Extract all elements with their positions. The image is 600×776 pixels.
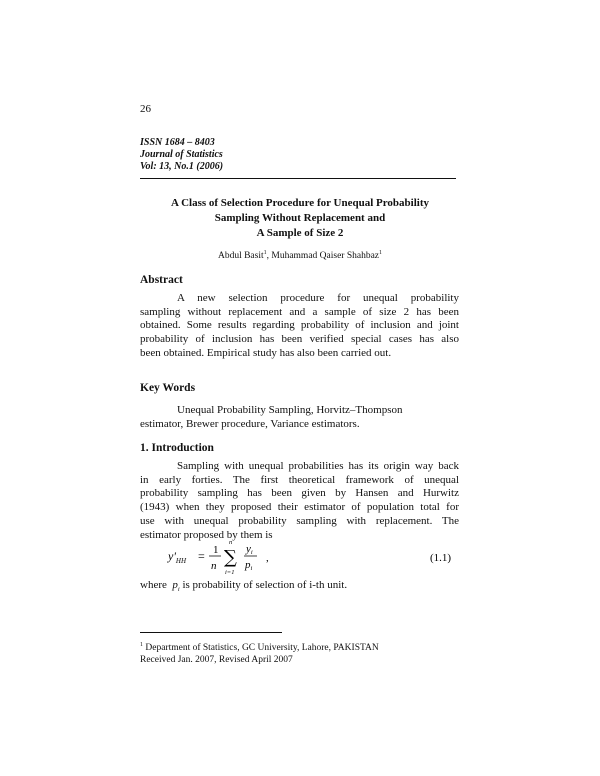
keywords-body <box>140 403 460 431</box>
footnote-rule <box>140 632 282 633</box>
author-separator: , <box>266 251 272 262</box>
eq-frac-den: n <box>211 560 217 572</box>
eq-sum-lower: i=1 <box>225 569 235 576</box>
introduction-body <box>140 460 459 542</box>
text-line: Unequal Probability Sampling, Horvitz–Thompson <box>177 404 403 416</box>
text-line: estimator proposed by them is <box>140 528 273 541</box>
where-suffix: is probability of selection of i-th unit. <box>182 579 348 591</box>
eq-lhs: $y'_{HH}$ <box>168 549 187 565</box>
paper-title <box>140 196 460 241</box>
author-name: Abdul Basit <box>217 251 264 262</box>
affiliation-mark: 1 <box>263 250 267 256</box>
text-line: in early forties. The first theoretical framework of unequal <box>140 473 459 486</box>
footnote-mark: 1 <box>140 642 143 648</box>
footnote <box>140 639 379 666</box>
text-line: Sampling with unequal probabilities has its origin way back <box>177 460 459 472</box>
footnote-received: Received Jan. 2007, Revised April 2007 <box>140 655 293 666</box>
text-line: been obtained. Empirical study has also been carried out. <box>140 346 392 359</box>
title-line: A Class of Selection Procedure for Unequal Probability <box>171 197 429 209</box>
text-line: A new selection procedure for unequal probability <box>177 292 459 304</box>
text-line: probability of inclusion has been verified special cases has also <box>140 333 459 346</box>
introduction-heading: 1. Introduction <box>140 442 214 454</box>
abstract-heading: Abstract <box>140 274 183 286</box>
text-line: use with unequal probability sampling with replacement. The <box>140 514 459 527</box>
where-variable: p <box>172 579 178 591</box>
where-prefix: where <box>140 579 167 591</box>
journal-volume: Vol: 13, No.1 (2006) <box>140 161 224 172</box>
header-rule <box>140 178 456 179</box>
page-number: 26 <box>140 103 151 115</box>
title-line: Sampling Without Replacement and <box>214 212 386 224</box>
equation-1-1 <box>168 540 458 580</box>
eq-comma: , <box>266 552 269 564</box>
keywords-heading: Key Words <box>140 382 196 394</box>
text-line: sampling without replacement and a sample of size 2 has been <box>140 305 459 318</box>
eq-sum-upper: n <box>229 539 233 546</box>
equation-graphic <box>168 540 458 580</box>
eq-equals: = <box>198 549 205 563</box>
abstract-body <box>140 292 459 361</box>
title-line: A Sample of Size 2 <box>256 227 344 239</box>
journal-info <box>140 137 223 173</box>
journal-issn: ISSN 1684 – 8403 <box>140 137 215 148</box>
text-line: obtained. Some results regarding probability of inclusion and joint <box>140 319 459 332</box>
affiliation-mark: 1 <box>379 250 383 256</box>
eq-ratio-den: pi <box>245 559 253 572</box>
where-line <box>140 579 347 593</box>
text-line: probability sampling has been given by Hansen and Hurwitz <box>140 487 459 500</box>
eq-ratio-num: yi <box>246 543 253 556</box>
text-line: (1943) when they proposed their estimator of population total for <box>140 501 459 514</box>
footnote-affiliation: $^1$ Department of Statistics, GC University, Lahore, PAKISTAN <box>140 642 379 654</box>
where-subscript: i <box>177 586 180 594</box>
author-name: Muhammad Qaiser Shahbaz <box>271 251 380 262</box>
text-line: estimator, Brewer procedure, Variance estimators. <box>140 418 360 430</box>
eq-sum-symbol: ∑ <box>224 547 237 568</box>
eq-number: (1.1) <box>430 552 452 564</box>
authors <box>140 250 460 261</box>
journal-name: Journal of Statistics <box>140 149 223 160</box>
eq-frac-num: 1 <box>213 544 219 556</box>
